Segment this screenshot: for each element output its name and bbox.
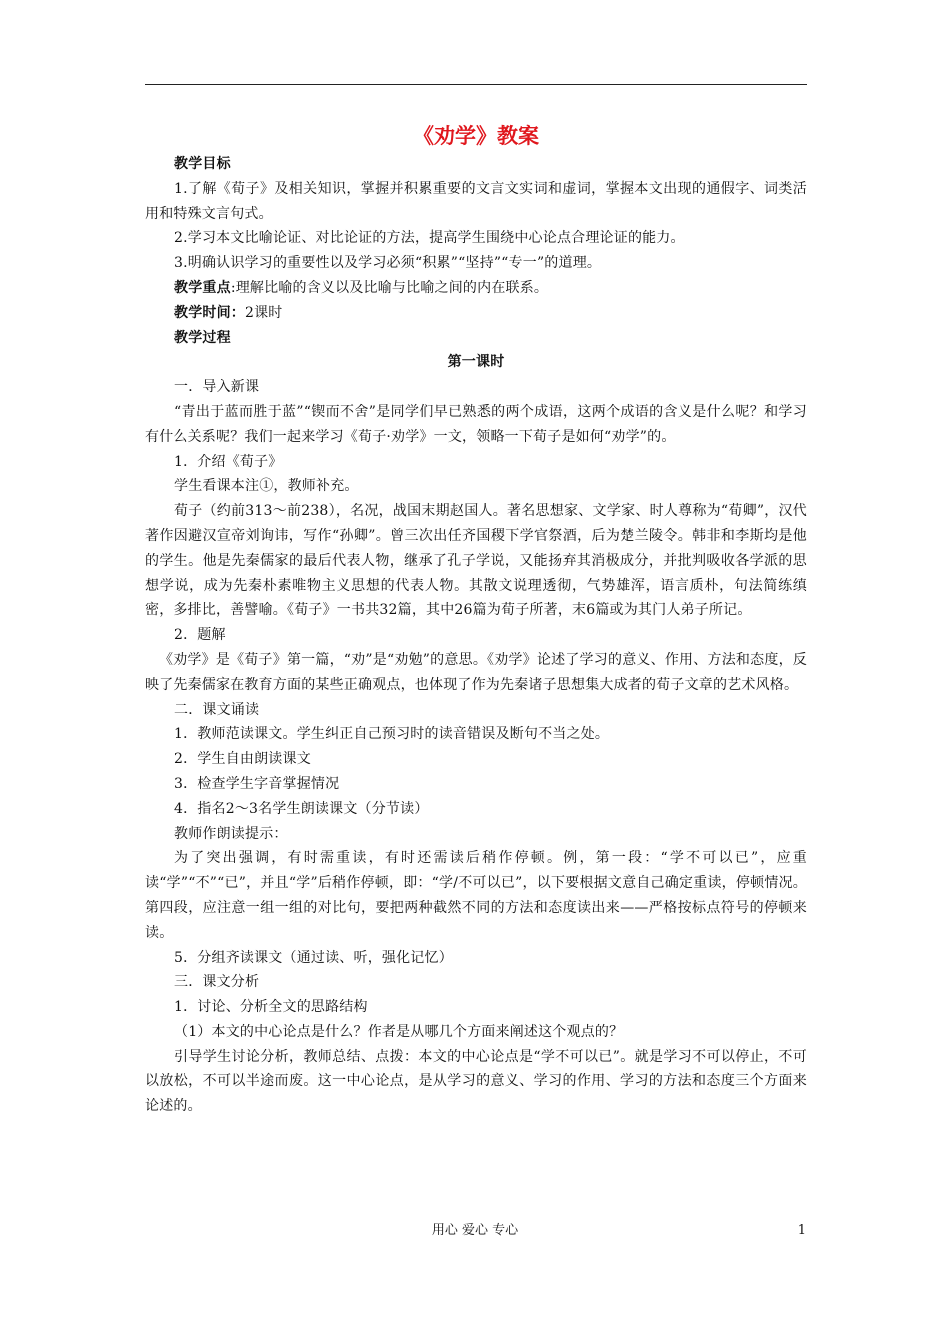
focus-label: 教学重点 — [174, 279, 231, 296]
objective-item: 3.明确认识学习的重要性以及学习必须“积累”“坚持”“专一”的道理。 — [174, 255, 602, 272]
header-rule — [145, 84, 807, 85]
question: （1）本文的中心论点是什么？作者是从哪几个方面来阐述这个观点的？ — [174, 1023, 624, 1040]
process-heading: 教学过程 — [174, 329, 231, 346]
list-item: 2．学生自由朗读课文 — [174, 751, 311, 768]
lesson-heading: 第一课时 — [447, 354, 505, 371]
section-heading: 二．课文诵读 — [174, 701, 260, 718]
objective-item: 1.了解《荀子》及相关知识，掌握并积累重要的文言文实词和虚词，掌握本文出现的通假字、词类活用和特殊文言句式。 — [145, 180, 807, 222]
subsection-heading: 2．题解 — [174, 627, 226, 644]
teaching-focus: 教学重点:理解比喻的含义以及比喻与比喻之间的内在联系。 — [174, 279, 549, 296]
objectives-heading: 教学目标 — [174, 156, 231, 172]
time-label: 教学时间： — [174, 304, 245, 321]
section-heading: 一．导入新课 — [174, 379, 260, 396]
page-number: 1 — [797, 1223, 806, 1238]
subsection-heading: 1．讨论、分析全文的思路结构 — [174, 999, 368, 1016]
list-item: 1．教师范读课文。学生纠正自己预习时的读音错误及断句不当之处。 — [174, 726, 610, 743]
teaching-time — [145, 301, 807, 326]
paragraph: “青出于蓝而胜于蓝”“锲而不舍”是同学们早已熟悉的两个成语，这两个成语的含义是什么呢？和学习有什么关系呢？我们一起来学习《荀子·劝学》一文，领略一下荀子是如何“劝学”的。 — [145, 403, 807, 445]
list-item: 5．分组齐读课文（通过读、听，强化记忆） — [174, 949, 453, 966]
document-body — [145, 122, 807, 1119]
paragraph: 为了突出强调，有时需重读，有时还需读后稍作停顿。例，第一段：“学不可以已”，应重读“学”“不”“已”，并且“学”后稍作停顿，即：“学/不可以已”，以下要根据文意自己确定重读，停顿情况。第四段，应注意一组一组的对比句，要把两种截然不同的方法和态度读出来——严格按标点符号的停顿来读。 — [145, 850, 807, 941]
time-text: 2课时 — [245, 304, 283, 321]
list-item: 3．检查学生字音掌握情况 — [174, 775, 340, 792]
subsection-heading: 1．介绍《荀子》 — [174, 453, 283, 470]
paragraph: 学生看课本注①，教师补充。 — [174, 478, 359, 495]
focus-text: 理解比喻的含义以及比喻与比喻之间的内在联系。 — [235, 279, 549, 296]
paragraph: 引导学生讨论分析，教师总结、点拨：本文的中心论点是“学不可以已”。就是学习不可以停止，不可以放松，不可以半途而废。这一中心论点，是从学习的意义、学习的作用、学习的方法和态度三个方面来论述的。 — [145, 1048, 807, 1115]
list-item: 4．指名2～3名学生朗读课文（分节读） — [174, 800, 429, 817]
objective-item: 2.学习本文比喻论证、对比论证的方法，提高学生围绕中心论点合理论证的能力。 — [174, 230, 685, 247]
paragraph: 《劝学》是《荀子》第一篇，“劝”是“劝勉”的意思。《劝学》论述了学习的意义、作用、方法和态度，反映了先秦儒家在教育方面的某些正确观点，也体现了作为先秦诸子思想集大成者的荀子文章的艺术风格。 — [145, 651, 807, 693]
footer-motto: 用心 爱心 专心 — [431, 1223, 519, 1238]
paragraph: 教师作朗读提示： — [174, 825, 288, 842]
section-heading: 三．课文分析 — [174, 974, 260, 991]
paragraph: 荀子（约前313～前238），名况，战国末期赵国人。著名思想家、文学家、时人尊称为“荀卿”，汉代著作因避汉宣帝刘询讳，写作“孙卿”。曾三次出任齐国稷下学官祭酒，后为楚兰陵令。韩非和李斯均是他的学生。他是先秦儒家的最后代表人物，继承了孔子学说，又能扬弃其消极成分，并批判吸收各学派的思想学说，成为先秦朴素唯物主义思想的代表人物。其散文说理透彻，气势雄浑，语言质朴，句法简练缜密，多排比，善譬喻。《荀子》一书共32篇，其中26篇为荀子所著，末6篇或为其门人弟子所记。 — [145, 503, 807, 619]
document-title: 《劝学》教案 — [413, 123, 539, 148]
